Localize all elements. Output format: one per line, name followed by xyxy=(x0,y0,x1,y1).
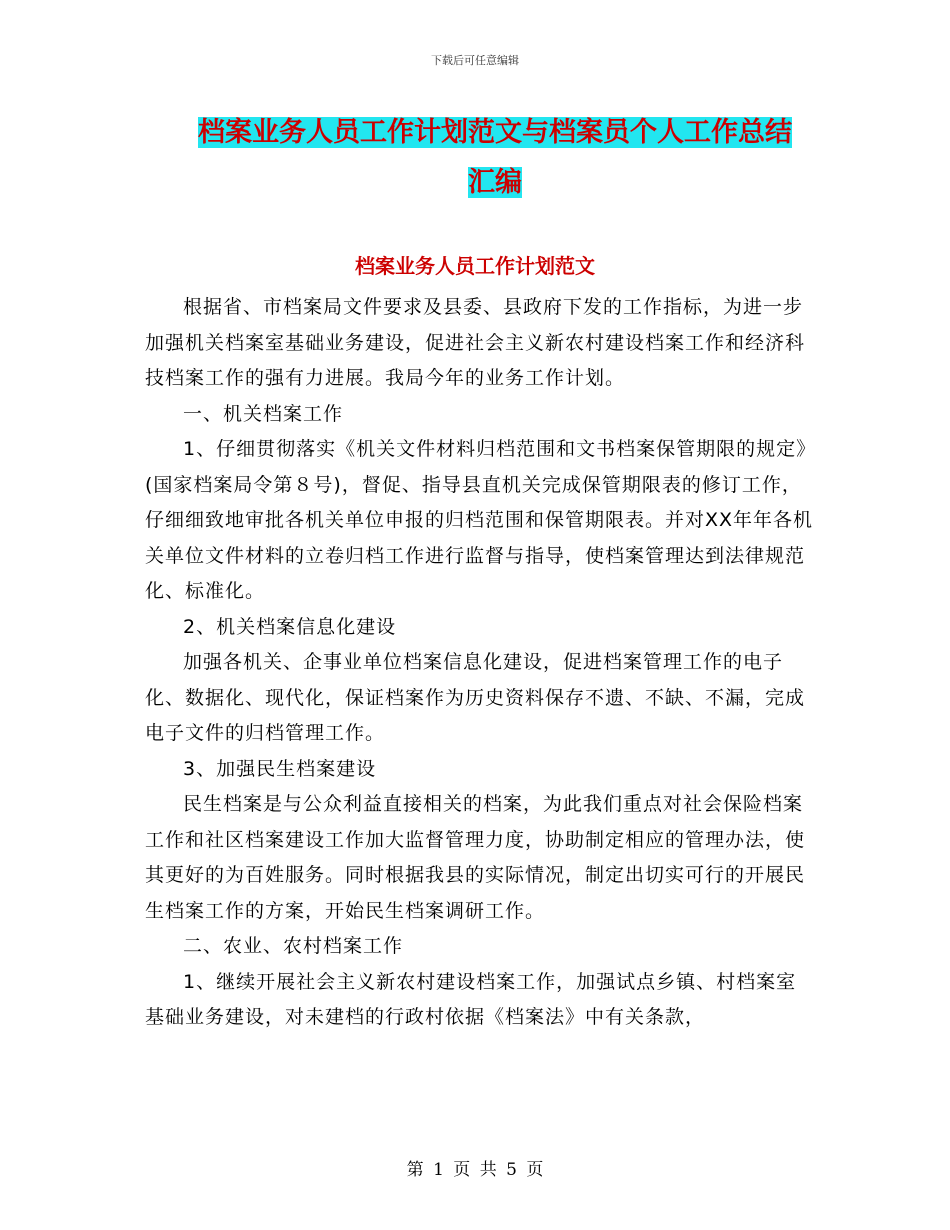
paragraph: 3、加强民生档案建设 xyxy=(183,757,377,780)
paragraph: 二、农业、农村档案工作 xyxy=(183,935,404,957)
paragraph: 2、机关档案信息化建设 xyxy=(183,615,397,638)
paragraph: 加强各机关、企事业单位档案信息化建设，促进档案管理工作的电子化、数据化、现代化，保证档案作为历史资料保存不遗、不缺、不漏，完成电子文件的归档管理工作。 xyxy=(145,651,806,744)
paragraph: 1、仔细贯彻落实《机关文件材料归档范围和文书档案保管期限的规定》(国家档案局令第８号)，督促、指导县直机关完成保管期限表的修订工作，仔细细致地审批各机关单位申报的归档范围和保管期限表。并对XX年年各机关单位文件材料的立卷归档工作进行监督与指导，使档案管理达到法律规范化、标准化。 xyxy=(145,438,814,602)
paragraph: 一、机关档案工作 xyxy=(183,402,344,425)
section-title: 档案业务人员工作计划范文 xyxy=(355,254,595,278)
document-title-text: 档案业务人员工作计划范文与档案员个人工作总结汇编 xyxy=(198,117,792,198)
document-body xyxy=(145,290,815,1036)
paragraph: 民生档案是与公众利益直接相关的档案，为此我们重点对社会保险档案工作和社区档案建设工作加大监督管理力度，协助制定相应的管理办法，使其更好的为百姓服务。同时根据我县的实际情况，制定出切实可行的开展民生档案工作的方案，开始民生档案调研工作。 xyxy=(145,793,806,922)
paragraph: 根据省、市档案局文件要求及县委、县政府下发的工作指标，为进一步加强机关档案室基础业务建设，促进社会主义新农村建设档案工作和经济科技档案工作的强有力进展。我局今年的业务工作计划。 xyxy=(145,296,806,389)
page-footer: 第 1 页 共 5 页 xyxy=(406,1160,544,1180)
paragraph: 1、继续开展社会主义新农村建设档案工作，加强试点乡镇、村档案室基础业务建设，对未建档的行政村依据《档案法》中有关条款， xyxy=(145,970,797,1028)
document-title xyxy=(185,108,805,208)
header-note: 下载后可任意编辑 xyxy=(431,54,519,67)
